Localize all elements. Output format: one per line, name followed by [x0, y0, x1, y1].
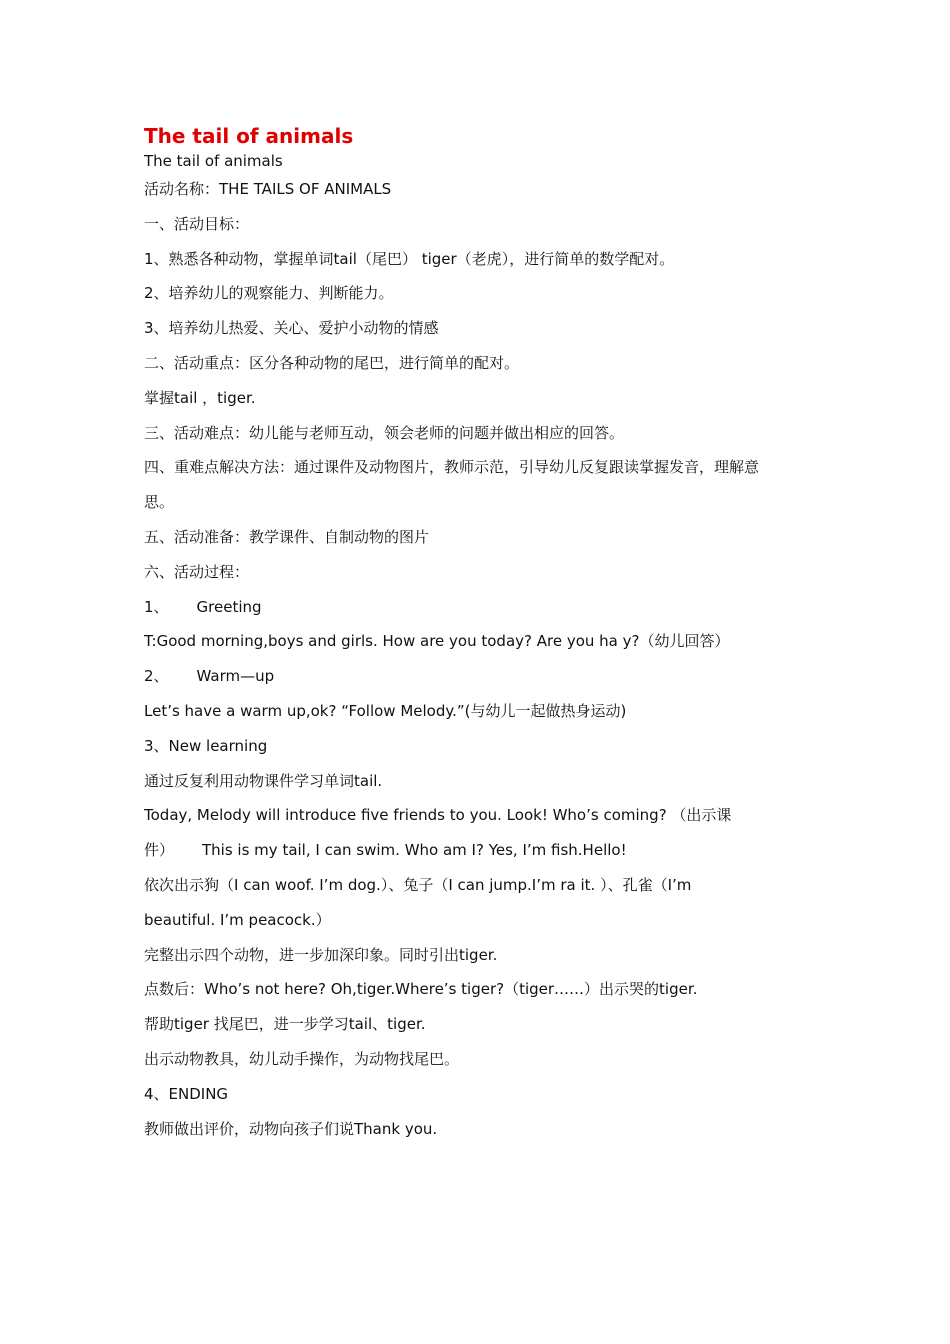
after-line-3: 完整出示四个动物，进一步加深印象。同时引出tiger. — [144, 945, 498, 964]
greeting-line: T:Good morning,boys and girls. How are you today? Are you ha y?（幼儿回答） — [144, 632, 730, 651]
after-line-4: 点数后：Who’s not here? Oh,tiger.Where’s tiger?（tiger……）出示哭的tiger. — [144, 980, 698, 999]
step-2-label: Warm—up — [196, 667, 275, 686]
section-focus-line: 二、活动重点：区分各种动物的尾巴，进行简单的配对。 — [144, 353, 520, 372]
learning-line-2: Today, Melody will introduce five friends to you. Look! Who’s coming? （出示课 — [144, 806, 732, 825]
goal-item-2: 2、培养幼儿的观察能力、判断能力。 — [144, 284, 394, 303]
step-2-number: 2、 — [144, 667, 169, 686]
after-line-1: 依次出示狗（I can woof. I’m dog.）、兔子（I can jump.I’m ra it. ）、孔雀（I’m — [144, 875, 692, 894]
section-goals-heading: 一、活动目标： — [144, 214, 250, 233]
section-method-line: 四、重难点解决方法：通过课件及动物图片，教师示范，引导幼儿反复跟读掌握发音，理解意 — [144, 458, 760, 477]
step-1-number: 1、 — [144, 597, 169, 616]
step-4-heading: 4、ENDING — [144, 1084, 229, 1103]
learning-line-1: 通过反复利用动物课件学习单词tail. — [144, 771, 383, 790]
focus-words-line: 掌握tail ，tiger. — [144, 388, 256, 407]
step-1-label: Greeting — [196, 597, 262, 616]
section-difficulty-line: 三、活动难点：幼儿能与老师互动，领会老师的问题并做出相应的回答。 — [144, 423, 625, 442]
activity-name-line: 活动名称：THE TAILS OF ANIMALS — [144, 180, 392, 198]
document-page — [144, 122, 804, 1146]
after-line-2: beautiful. I’m peacock.） — [144, 910, 331, 929]
goal-item-3: 3、培养幼儿热爱、关心、爱护小动物的情感 — [144, 319, 439, 338]
learning-line-3 — [144, 833, 804, 868]
step-1-heading — [144, 590, 804, 625]
learning-cont-a: 件） — [144, 841, 175, 860]
learning-cont-b: This is my tail, I can swim. Who am I? Yes, I’m fish.Hello! — [202, 841, 627, 860]
goal-item-1: 1、熟悉各种动物，掌握单词tail（尾巴） tiger（老虎），进行简单的数学配对。 — [144, 249, 675, 268]
step-2-heading — [144, 659, 804, 694]
document-title: The tail of animals — [144, 124, 354, 148]
warmup-line: Let’s have a warm up,ok? “Follow Melody.”(与幼儿一起做热身运动) — [144, 701, 627, 720]
section-prep-line: 五、活动准备：教学课件、自制动物的图片 — [144, 527, 430, 546]
after-line-6: 出示动物教具，幼儿动手操作，为动物找尾巴。 — [144, 1049, 460, 1068]
section-method-line-cont: 思。 — [144, 493, 175, 512]
subtitle-line: The tail of animals — [144, 152, 283, 170]
ending-line: 教师做出评价，动物向孩子们说Thank you. — [144, 1119, 438, 1138]
section-process-heading: 六、活动过程： — [144, 562, 250, 581]
step-3-heading: 3、New learning — [144, 736, 268, 755]
after-line-5: 帮助tiger 找尾巴，进一步学习tail、tiger. — [144, 1015, 426, 1034]
